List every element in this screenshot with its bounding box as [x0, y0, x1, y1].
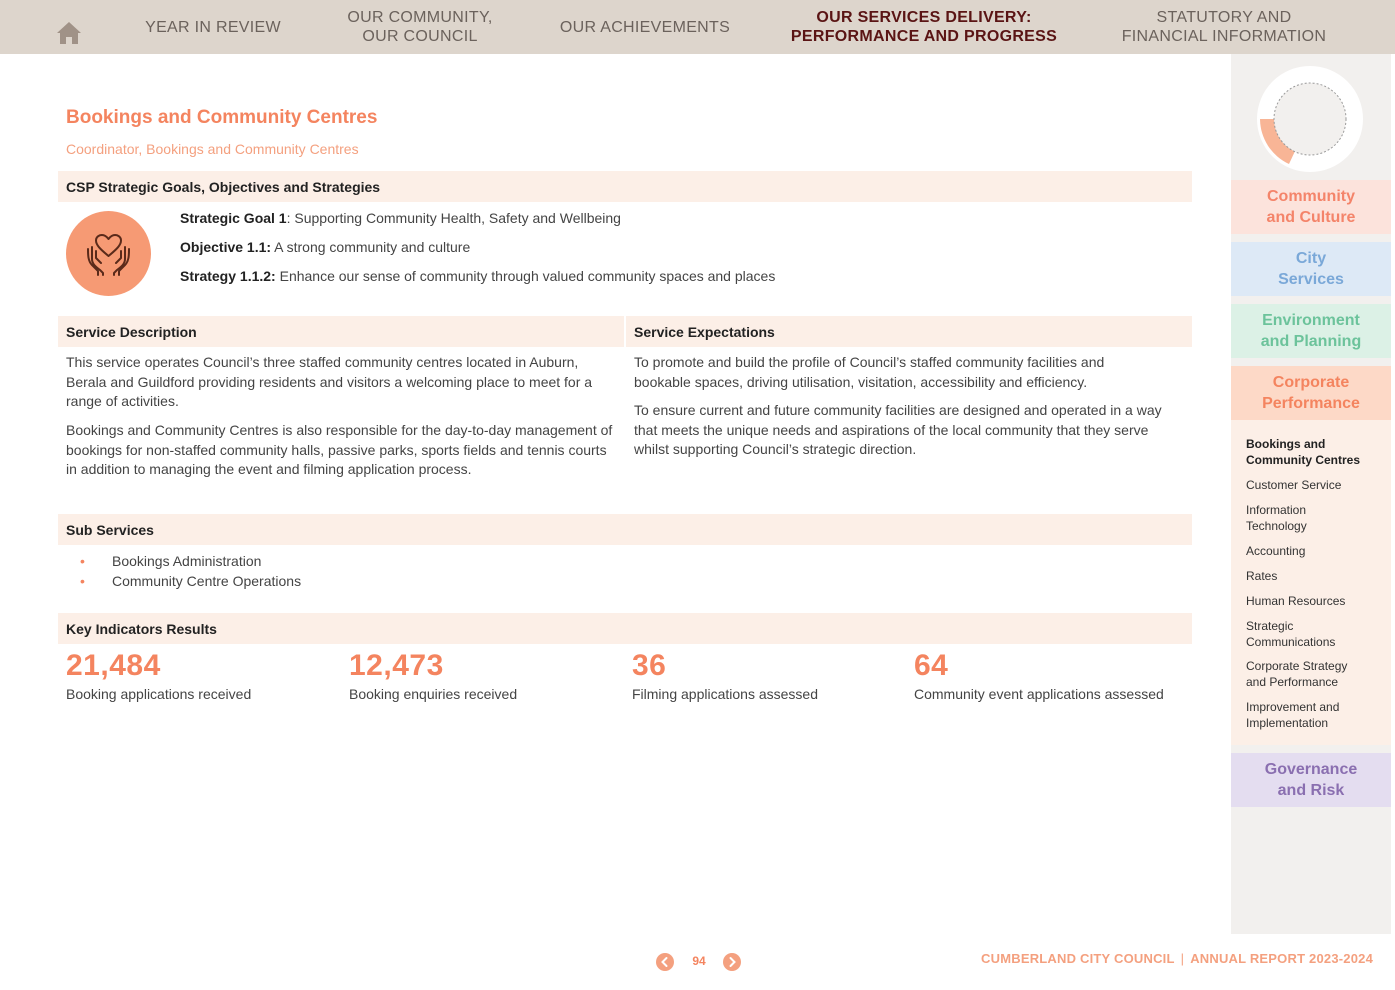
- strategy-line: [180, 266, 775, 295]
- kpi-label: Booking enquiries received: [349, 686, 518, 702]
- csp-details: [180, 208, 775, 295]
- kpi-value: 64: [914, 649, 949, 682]
- sidebar-link-corporate-strategy[interactable]: Corporate Strategy and Performance: [1246, 659, 1348, 689]
- sidebar-link-information-technology[interactable]: Information Technology: [1246, 503, 1307, 533]
- heart-in-hands-icon: [66, 211, 151, 296]
- sidebar-link-bookings[interactable]: Bookings and Community Centres: [1246, 437, 1361, 467]
- sidebar-tab-label: Community and Culture: [1266, 188, 1356, 226]
- objective-label: Objective 1.1:: [180, 239, 272, 255]
- page-number: 94: [692, 954, 706, 968]
- kpi-value: 21,484: [66, 649, 161, 682]
- sidebar-link-rates[interactable]: Rates: [1246, 569, 1278, 583]
- sidebar-link-accounting[interactable]: Accounting: [1246, 544, 1306, 558]
- chevron-right-icon[interactable]: [723, 953, 741, 971]
- sidebar-tab-label: Governance and Risk: [1264, 761, 1358, 799]
- kpi-value: 12,473: [349, 649, 444, 682]
- sidebar-tab-city-services[interactable]: [1231, 242, 1391, 296]
- sidebar-link-human-resources[interactable]: Human Resources: [1246, 594, 1346, 608]
- kpi-label: Filming applications assessed: [632, 686, 818, 702]
- progress-donut: [1257, 66, 1363, 172]
- footer-report: ANNUAL REPORT 2023-2024: [1190, 951, 1373, 966]
- nav-our-community-our-council[interactable]: OUR COMMUNITY, OUR COUNCIL: [347, 9, 493, 45]
- kpi-value: 36: [632, 649, 667, 682]
- page-subtitle: Coordinator, Bookings and Community Centres: [66, 141, 359, 157]
- service-description-heading: Service Description: [58, 316, 624, 347]
- sidebar-tab-label: Environment and Planning: [1260, 312, 1362, 350]
- kpi-label: Booking applications received: [66, 686, 252, 702]
- sidebar-tab-governance-risk[interactable]: [1231, 753, 1391, 807]
- strategy-label: Strategy 1.1.2:: [180, 268, 276, 284]
- top-navigation: [0, 0, 1395, 54]
- sidebar-tab-label: City Services: [1278, 250, 1344, 288]
- csp-heading: CSP Strategic Goals, Objectives and Strategies: [58, 171, 1192, 202]
- sub-services-list: [80, 551, 301, 591]
- sidebar-link-customer-service[interactable]: Customer Service: [1246, 478, 1342, 492]
- objective-text: A strong community and culture: [271, 239, 471, 255]
- footer-credit: [981, 951, 1373, 966]
- home-icon[interactable]: [55, 20, 83, 46]
- service-expectations-p1: To promote and build the profile of Council’s staffed community facilities and bookable spaces, driving utilisation, visitation, accessibility and efficiency.: [634, 354, 1105, 390]
- nav-our-services-delivery[interactable]: OUR SERVICES DELIVERY: PERFORMANCE AND PROGRESS: [790, 9, 1058, 45]
- nav-statutory-financial[interactable]: STATUTORY AND FINANCIAL INFORMATION: [1121, 9, 1327, 45]
- strategic-goal-text: : Supporting Community Health, Safety and Wellbeing: [286, 210, 621, 226]
- footer-org: CUMBERLAND CITY COUNCIL: [981, 951, 1175, 966]
- strategic-goal-label: Strategic Goal 1: [180, 210, 287, 226]
- chevron-left-icon[interactable]: [656, 953, 674, 971]
- objective-line: [180, 237, 775, 266]
- kpi-booking-applications: [66, 648, 251, 702]
- sidebar-link-strategic-communications[interactable]: Strategic Communications: [1246, 619, 1336, 649]
- list-item: • Community Centre Operations: [80, 571, 301, 591]
- service-description-p1: This service operates Council’s three staffed community centres located in Auburn, Berala and Guildford providing residents and visitors a welcoming place to meet for a range of activities.: [66, 354, 593, 410]
- strategic-goal-line: [180, 208, 775, 237]
- service-description-p2: Bookings and Community Centres is also responsible for the day-to-day management of bookings for non-staffed community halls, passive parks, sports fields and tennis courts in addition to managing the event and filming application process.: [66, 422, 613, 478]
- list-item: • Bookings Administration: [80, 551, 301, 571]
- kpi-label: Community event applications assessed: [914, 686, 1164, 702]
- strategy-text: Enhance our sense of community through valued community spaces and places: [275, 268, 776, 284]
- kpi-filming-applications: [632, 648, 818, 702]
- sidebar-link-improvement[interactable]: Improvement and Implementation: [1246, 700, 1340, 730]
- nav-year-in-review[interactable]: YEAR IN REVIEW: [145, 18, 281, 36]
- key-indicators-heading: Key Indicators Results: [58, 613, 1192, 644]
- nav-our-achievements[interactable]: OUR ACHIEVEMENTS: [559, 18, 731, 36]
- sidebar-tab-environment-planning[interactable]: [1231, 304, 1391, 358]
- sidebar-tab-community-culture[interactable]: [1231, 180, 1391, 234]
- footer-separator: |: [1180, 951, 1185, 966]
- service-expectations-p2: To ensure current and future community facilities are designed and operated in a way that meets the unique needs and aspirations of the local community that they serve whilst supporting Council’s strategic direction.: [634, 402, 1162, 458]
- sidebar-tab-corporate-performance[interactable]: [1231, 366, 1391, 420]
- service-expectations-heading: Service Expectations: [626, 316, 1192, 347]
- sidebar-tab-label: Corporate Performance: [1262, 374, 1360, 412]
- sub-services-heading: Sub Services: [58, 514, 1192, 545]
- page-title: Bookings and Community Centres: [66, 107, 378, 128]
- kpi-community-event-applications: [914, 648, 1164, 702]
- kpi-booking-enquiries: [349, 648, 517, 702]
